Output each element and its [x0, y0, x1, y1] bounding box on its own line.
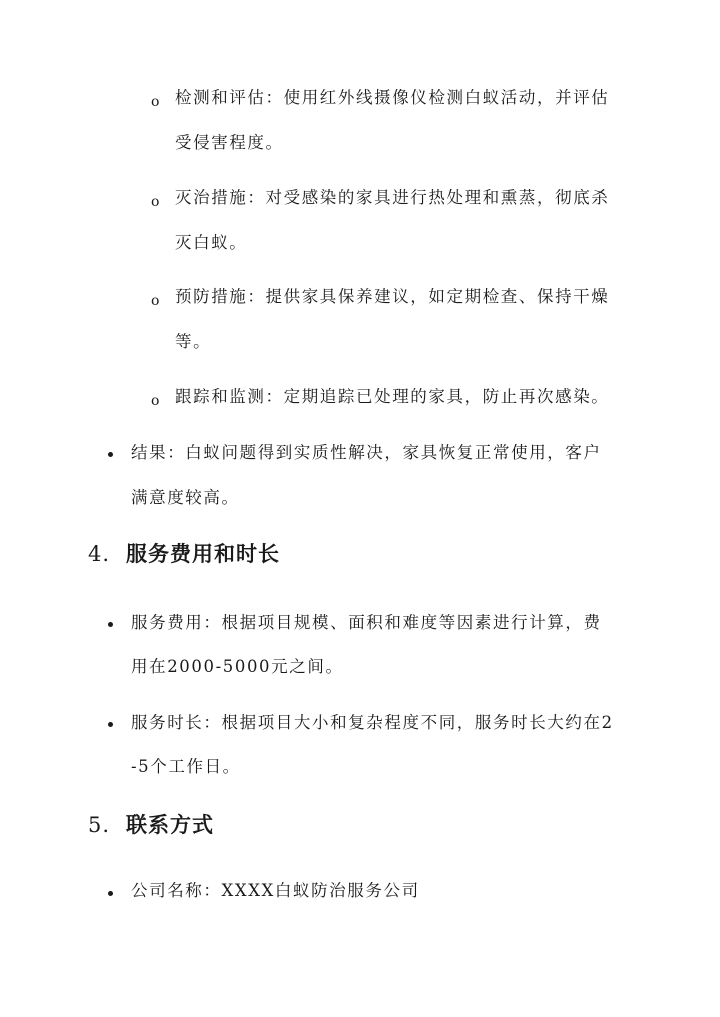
sub-item-prevention-line2: 等。 [175, 332, 212, 351]
result-line2: 满意度较高。 [131, 488, 240, 507]
fees-item-cost-line2: 用在2000-5000元之间。 [131, 657, 344, 676]
fees-item-cost-line1: 服务费用：根据项目规模、面积和难度等因素进行计算，费 [131, 613, 602, 632]
bullet-dot [108, 722, 113, 727]
section-heading-fees [88, 540, 280, 568]
bullet-dot [108, 452, 113, 457]
sub-item-prevention-line1: 预防措施：提供家具保养建议，如定期检查、保持干燥 [175, 287, 610, 306]
sub-item-tracking-line1: 跟踪和监测：定期追踪已处理的家具，防止再次感染。 [175, 387, 610, 406]
section-number: 4. [88, 542, 111, 566]
fees-item-duration-line1: 服务时长：根据项目大小和复杂程度不同，服务时长大约在2 [131, 713, 614, 732]
contact-item-company: 公司名称：XXXX白蚁防治服务公司 [131, 881, 420, 900]
section-title: 联系方式 [126, 813, 214, 837]
section-heading-contact [88, 811, 214, 839]
section-number: 5. [88, 813, 111, 837]
sub-item-detection-line2: 受侵害程度。 [175, 133, 284, 152]
fees-item-duration-line2: -5个工作日。 [131, 757, 241, 776]
sub-bullet-marker: o [151, 393, 160, 409]
section-title: 服务费用和时长 [126, 542, 280, 566]
sub-item-detection-line1: 检测和评估：使用红外线摄像仪检测白蚁活动，并评估 [175, 88, 610, 107]
result-line1: 结果：白蚁问题得到实质性解决，家具恢复正常使用，客户 [131, 443, 602, 462]
sub-bullet-marker: o [151, 293, 160, 309]
sub-item-treatment-line2: 灭白蚁。 [175, 233, 248, 252]
bullet-dot [108, 891, 113, 896]
sub-item-treatment-line1: 灭治措施：对受感染的家具进行热处理和熏蒸，彻底杀 [175, 188, 610, 207]
sub-bullet-marker: o [151, 94, 160, 110]
bullet-dot [108, 622, 113, 627]
sub-bullet-marker: o [151, 194, 160, 210]
